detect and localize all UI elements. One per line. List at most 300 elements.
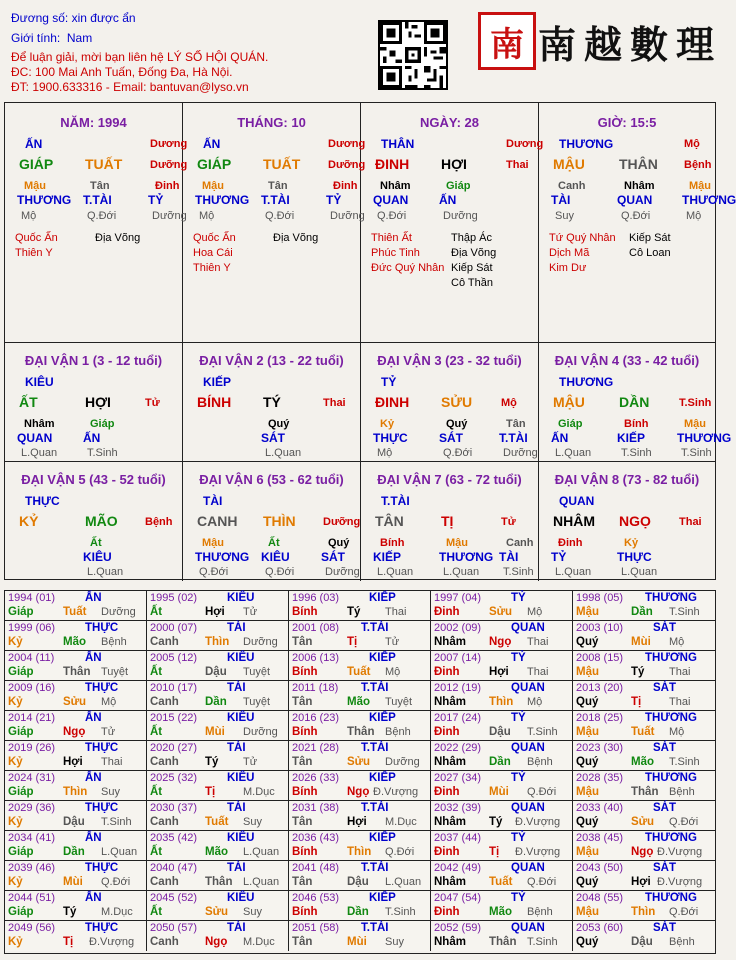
year-cell[interactable] xyxy=(289,861,431,891)
dai-van-cell[interactable] xyxy=(5,462,183,581)
year-state: Q.Đới xyxy=(527,786,557,798)
year-label: 2022 (29) xyxy=(434,742,482,754)
year-cell[interactable] xyxy=(431,771,573,801)
year-cell[interactable] xyxy=(431,741,573,771)
year-cell[interactable] xyxy=(147,591,289,621)
year-branch: Sửu xyxy=(347,756,371,768)
year-branch: Tị xyxy=(489,846,500,858)
hidden-state: T.Sinh xyxy=(87,447,118,459)
year-stem: Đinh xyxy=(434,666,460,678)
year-state: Đ.Vượng xyxy=(515,846,561,858)
year-branch: Tý xyxy=(63,906,77,918)
year-stem: Ất xyxy=(150,786,163,798)
year-ten-god: QUAN xyxy=(511,802,545,814)
year-state: Mộ xyxy=(669,726,685,738)
year-stem: Nhâm xyxy=(434,816,466,828)
hidden-ten-god: THƯƠNG xyxy=(677,431,732,445)
year-label: 2029 (36) xyxy=(8,802,56,814)
year-label: 2020 (27) xyxy=(150,742,198,754)
heavenly-stem: MẬU xyxy=(553,156,585,172)
hidden-state: T.Sinh xyxy=(681,447,712,459)
year-state: M.Dục xyxy=(101,906,133,918)
hidden-stem: Đinh xyxy=(155,180,180,192)
hidden-ten-god: THƯƠNG xyxy=(195,193,250,207)
year-ten-god: KIẾP xyxy=(369,832,396,844)
year-branch: Dậu xyxy=(631,936,653,948)
year-cell[interactable] xyxy=(573,831,715,861)
year-cell[interactable] xyxy=(5,801,147,831)
year-stem: Nhâm xyxy=(434,876,466,888)
year-cell[interactable] xyxy=(289,801,431,831)
year-ten-god: ẤN xyxy=(85,712,102,724)
year-cell[interactable] xyxy=(289,831,431,861)
year-stem: Mậu xyxy=(576,786,599,798)
year-cell[interactable] xyxy=(289,921,431,951)
year-cell[interactable] xyxy=(147,801,289,831)
year-label: 2025 (32) xyxy=(150,772,198,784)
dai-van-title: ĐẠI VẬN 8 (73 - 82 tuổi) xyxy=(554,472,700,487)
hidden-ten-god: T.TÀI xyxy=(83,193,112,207)
year-branch: Ngọ xyxy=(63,726,86,738)
year-label: 2004 (11) xyxy=(8,652,55,664)
pillar-cell xyxy=(539,103,736,343)
star-left: Tứ Quý Nhân xyxy=(549,232,616,244)
year-cell[interactable] xyxy=(573,801,715,831)
hidden-stem: Tân xyxy=(268,180,288,192)
dai-van-branch: HỢI xyxy=(85,394,111,410)
hidden-stem: Mậu xyxy=(689,180,711,192)
hidden-stem: Mậu xyxy=(202,180,224,192)
year-branch: Tuất xyxy=(631,726,655,738)
pillar-title: THÁNG: 10 xyxy=(237,115,306,130)
pillar-title: NĂM: 1994 xyxy=(60,115,127,130)
year-stem: Quý xyxy=(576,696,599,708)
year-cell[interactable] xyxy=(5,891,147,921)
year-label: 2028 (35) xyxy=(576,772,624,784)
year-ten-god: SÁT xyxy=(653,922,676,934)
hidden-state: L.Quan xyxy=(555,566,592,578)
year-stem: Quý xyxy=(576,636,599,648)
year-state: Tuyệt xyxy=(243,696,271,708)
year-ten-god: ẤN xyxy=(85,592,102,604)
year-state: Tử xyxy=(243,756,258,768)
year-state: Tuyệt xyxy=(385,696,413,708)
year-state: L.Quan xyxy=(385,876,422,888)
year-stem: Canh xyxy=(150,816,179,828)
year-label: 2031 (38) xyxy=(292,802,340,814)
year-label: 2009 (16) xyxy=(8,682,56,694)
year-cell[interactable] xyxy=(573,921,715,951)
year-label: 2007 (14) xyxy=(434,652,482,664)
hidden-ten-god: KIẾP xyxy=(617,431,646,445)
dai-van-cell[interactable] xyxy=(5,343,183,462)
year-cell[interactable] xyxy=(289,591,431,621)
year-branch: Hợi xyxy=(489,666,509,678)
phone-email[interactable]: ĐT: 1900.633316 - Email: bantuvan@lyso.vn xyxy=(11,80,249,94)
year-state: M.Dục xyxy=(243,786,275,798)
year-stem: Giáp xyxy=(8,726,34,738)
hidden-ten-god: ẤN xyxy=(439,193,457,207)
year-cell[interactable] xyxy=(5,621,147,651)
year-branch: Ngọ xyxy=(205,936,228,948)
hidden-state: Dưỡng xyxy=(325,566,360,578)
qr-code-icon[interactable] xyxy=(378,20,448,90)
year-label: 2033 (40) xyxy=(576,802,624,814)
year-branch: Hợi xyxy=(205,606,225,618)
year-state: Bệnh xyxy=(527,756,553,768)
year-cell[interactable] xyxy=(431,861,573,891)
dai-van-ten-god: THƯƠNG xyxy=(559,375,614,389)
year-cell[interactable] xyxy=(573,591,715,621)
year-label: 2036 (43) xyxy=(292,832,340,844)
year-ten-god: SÁT xyxy=(653,862,676,874)
year-branch: Ngọ xyxy=(631,846,654,858)
year-cell[interactable] xyxy=(573,771,715,801)
year-state: Dưỡng xyxy=(243,726,278,738)
dai-van-cell[interactable] xyxy=(361,343,539,462)
year-ten-god: TỶ xyxy=(511,652,526,664)
year-stem: Bính xyxy=(292,846,318,858)
dai-van-stem: TÂN xyxy=(375,513,404,529)
year-cell[interactable] xyxy=(5,711,147,741)
star-left: Phúc Tinh xyxy=(371,247,420,259)
year-ten-god: KIÊU xyxy=(227,712,255,724)
year-label: 2012 (19) xyxy=(434,682,482,694)
hidden-stem: Canh xyxy=(506,537,534,549)
year-ten-god: KIÊU xyxy=(227,652,255,664)
dai-van-title: ĐẠI VẬN 4 (33 - 42 tuổi) xyxy=(554,353,700,368)
year-ten-god: TỶ xyxy=(511,592,526,604)
year-ten-god: TỶ xyxy=(511,832,526,844)
hidden-stem: Mậu xyxy=(684,418,706,430)
hidden-ten-god: ẤN xyxy=(83,431,101,445)
year-label: 2026 (33) xyxy=(292,772,340,784)
year-cell[interactable] xyxy=(289,771,431,801)
dai-van-cell[interactable] xyxy=(539,462,715,581)
year-cell[interactable] xyxy=(431,921,573,951)
year-branch: Thân xyxy=(489,936,517,948)
year-label: 2010 (17) xyxy=(150,682,198,694)
heavenly-stem: ĐINH xyxy=(375,156,410,172)
year-ten-god: TỶ xyxy=(511,772,526,784)
year-stem: Mậu xyxy=(576,726,599,738)
branch-state: Bệnh xyxy=(684,159,712,171)
year-cell[interactable] xyxy=(5,651,147,681)
pillar-cell xyxy=(183,103,366,343)
hidden-stem: Mậu xyxy=(446,537,468,549)
hidden-ten-god: T.TÀI xyxy=(499,431,528,445)
year-branch: Thìn xyxy=(347,846,372,858)
year-state: Đ.Vượng xyxy=(89,936,135,948)
year-branch: Tý xyxy=(347,606,361,618)
year-branch: Thân xyxy=(347,726,375,738)
year-cell[interactable] xyxy=(289,681,431,711)
hidden-stem: Quý xyxy=(446,418,468,430)
year-cell[interactable] xyxy=(431,651,573,681)
year-cell[interactable] xyxy=(147,861,289,891)
hidden-ten-god: SÁT xyxy=(321,550,345,564)
year-state: Thai xyxy=(101,756,123,768)
year-stem: Đinh xyxy=(434,786,460,798)
hidden-state: Mộ xyxy=(199,210,215,222)
year-label: 2046 (53) xyxy=(292,892,340,904)
year-cell[interactable] xyxy=(5,741,147,771)
year-cell[interactable] xyxy=(431,681,573,711)
star-right: Địa Võng xyxy=(95,232,141,244)
year-cell[interactable] xyxy=(431,891,573,921)
dai-van-ten-god: KIÊU xyxy=(25,375,54,389)
year-cell[interactable] xyxy=(5,591,147,621)
year-cell[interactable] xyxy=(573,651,715,681)
year-ten-god: KIÊU xyxy=(227,892,255,904)
year-cell[interactable] xyxy=(147,741,289,771)
year-cell[interactable] xyxy=(573,861,715,891)
year-cell[interactable] xyxy=(5,831,147,861)
year-branch: Mão xyxy=(489,906,512,918)
hidden-ten-god: KIÊU xyxy=(261,550,290,564)
year-branch: Mùi xyxy=(347,936,367,948)
year-stem: Kỷ xyxy=(8,756,23,768)
year-branch: Thìn xyxy=(631,906,656,918)
year-branch: Dần xyxy=(205,696,227,708)
year-stem: Nhâm xyxy=(434,936,466,948)
pillar-cell xyxy=(5,103,188,343)
year-cell[interactable] xyxy=(431,621,573,651)
year-cell[interactable] xyxy=(5,861,147,891)
year-stem: Bính xyxy=(292,906,318,918)
dai-van-branch: THÌN xyxy=(263,513,296,529)
year-stem: Kỷ xyxy=(8,636,23,648)
year-stem: Bính xyxy=(292,786,318,798)
year-stem: Kỷ xyxy=(8,936,23,948)
year-branch: Hợi xyxy=(631,876,651,888)
year-branch: Thìn xyxy=(205,636,230,648)
year-state: Bệnh xyxy=(669,786,695,798)
year-cell[interactable] xyxy=(147,621,289,651)
year-label: 2048 (55) xyxy=(576,892,624,904)
hidden-ten-god: QUAN xyxy=(373,193,409,207)
year-branch: Tý xyxy=(489,816,503,828)
hidden-stem: Nhâm xyxy=(380,180,411,192)
dai-van-stem: MẬU xyxy=(553,394,585,410)
year-stem: Kỷ xyxy=(8,876,23,888)
year-branch: Thân xyxy=(63,666,91,678)
year-state: Đ.Vượng xyxy=(515,816,561,828)
dai-van-title: ĐẠI VẬN 2 (13 - 22 tuổi) xyxy=(199,353,344,368)
hidden-state: T.Sinh xyxy=(503,566,534,578)
year-label: 2001 (08) xyxy=(292,622,340,634)
year-cell[interactable] xyxy=(147,771,289,801)
year-cell[interactable] xyxy=(147,711,289,741)
gender-line xyxy=(11,30,92,46)
seal-glyph: 南 xyxy=(490,24,524,65)
star-right: Kiếp Sát xyxy=(629,232,671,244)
year-label: 2015 (22) xyxy=(150,712,198,724)
year-state: Đ.Vượng xyxy=(657,846,703,858)
year-state: Bệnh xyxy=(101,636,127,648)
year-ten-god: QUAN xyxy=(511,622,545,634)
year-cell[interactable] xyxy=(431,711,573,741)
stem-state: Mộ xyxy=(684,138,700,150)
year-label: 2039 (46) xyxy=(8,862,56,874)
year-cell[interactable] xyxy=(573,741,715,771)
year-stem: Giáp xyxy=(8,606,34,618)
year-stem: Canh xyxy=(150,756,179,768)
earthly-branch: TUẤT xyxy=(85,156,123,172)
year-ten-god: ẤN xyxy=(85,652,102,664)
year-state: Thai xyxy=(669,696,691,708)
hidden-stem: Đinh xyxy=(333,180,358,192)
dai-van-ten-god: T.TÀI xyxy=(381,494,410,508)
year-cell[interactable] xyxy=(147,651,289,681)
year-branch: Dần xyxy=(489,756,511,768)
year-cell[interactable] xyxy=(573,711,715,741)
year-ten-god: TÀI xyxy=(227,682,246,694)
year-state: L.Quan xyxy=(101,846,138,858)
year-stem: Kỷ xyxy=(8,696,23,708)
year-label: 2034 (41) xyxy=(8,832,56,844)
year-label: 2047 (54) xyxy=(434,892,482,904)
dai-van-cell[interactable] xyxy=(183,343,361,462)
year-label: 2016 (23) xyxy=(292,712,340,724)
year-state: Tuyệt xyxy=(101,666,129,678)
hidden-state: L.Quan xyxy=(443,566,480,578)
year-branch: Mùi xyxy=(205,726,225,738)
year-cell[interactable] xyxy=(573,891,715,921)
hidden-state: L.Quan xyxy=(87,566,124,578)
year-cell[interactable] xyxy=(147,831,289,861)
year-branch: Hợi xyxy=(63,756,83,768)
year-ten-god: THƯƠNG xyxy=(645,832,697,844)
year-cell[interactable] xyxy=(573,681,715,711)
year-branch: Thân xyxy=(205,876,233,888)
year-cell[interactable] xyxy=(5,681,147,711)
year-branch: Tị xyxy=(205,786,216,798)
year-stem: Mậu xyxy=(576,666,599,678)
year-branch: Dậu xyxy=(205,666,227,678)
year-cell[interactable] xyxy=(5,921,147,951)
ten-god-can: ẤN xyxy=(25,137,43,151)
year-state: T.Sinh xyxy=(669,756,700,768)
dai-van-ten-god: THỰC xyxy=(25,494,60,508)
year-state: Mộ xyxy=(385,666,401,678)
year-branch: Dần xyxy=(347,906,369,918)
year-state: Tử xyxy=(101,726,116,738)
year-state: Mộ xyxy=(669,636,685,648)
dai-van-cell[interactable] xyxy=(183,462,361,581)
year-branch: Mão xyxy=(631,756,654,768)
year-cell[interactable] xyxy=(431,831,573,861)
star-left: Thiên Ất xyxy=(371,232,412,244)
year-stem: Giáp xyxy=(8,786,34,798)
year-cell[interactable] xyxy=(289,621,431,651)
year-ten-god: KIẾP xyxy=(369,652,396,664)
year-branch: Sửu xyxy=(205,906,229,918)
hidden-stem: Nhâm xyxy=(24,418,55,430)
year-label: 2049 (56) xyxy=(8,922,56,934)
year-stem: Giáp xyxy=(8,666,34,678)
year-cell[interactable] xyxy=(573,621,715,651)
year-label: 2050 (57) xyxy=(150,922,198,934)
year-label: 1998 (05) xyxy=(576,592,624,604)
year-stem: Tân xyxy=(292,696,313,708)
year-cell[interactable] xyxy=(289,741,431,771)
year-stem: Mậu xyxy=(576,846,599,858)
year-stem: Canh xyxy=(150,876,179,888)
year-ten-god: SÁT xyxy=(653,622,676,634)
star-right: Cô Loan xyxy=(629,247,671,259)
year-stem: Quý xyxy=(576,876,599,888)
dai-van-branch: DẦN xyxy=(619,394,650,410)
year-ten-god: QUAN xyxy=(511,862,545,874)
hidden-state: Q.Đới xyxy=(443,447,473,459)
dai-van-cell[interactable] xyxy=(539,343,732,462)
hidden-state: Dưỡng xyxy=(330,210,365,222)
hidden-stem: Ất xyxy=(90,537,102,549)
year-stem: Đinh xyxy=(434,606,460,618)
year-cell[interactable] xyxy=(289,651,431,681)
year-cell[interactable] xyxy=(289,711,431,741)
year-ten-god: THƯƠNG xyxy=(645,712,697,724)
stem-state: Dương xyxy=(150,138,188,150)
year-ten-god: KIẾP xyxy=(369,892,396,904)
hidden-ten-god: KIÊU xyxy=(83,550,112,564)
dai-van-title: ĐẠI VẬN 5 (43 - 52 tuổi) xyxy=(21,472,166,487)
hidden-stem: Mậu xyxy=(202,537,224,549)
year-cell[interactable] xyxy=(147,681,289,711)
star-right: Cô Thần xyxy=(451,277,493,289)
dai-van-state: Thai xyxy=(323,397,346,409)
dai-van-stem: BÍNH xyxy=(197,394,232,410)
year-cell[interactable] xyxy=(431,591,573,621)
dai-van-cell[interactable] xyxy=(361,462,539,581)
star-left: Quốc Ấn xyxy=(15,232,58,244)
year-label: 1995 (02) xyxy=(150,592,198,604)
header xyxy=(0,0,723,100)
year-state: Thai xyxy=(527,666,549,678)
year-label: 2008 (15) xyxy=(576,652,624,664)
year-label: 2041 (48) xyxy=(292,862,340,874)
dai-van-title: ĐẠI VẬN 7 (63 - 72 tuổi) xyxy=(377,472,522,487)
year-ten-god: T.TÀI xyxy=(361,802,389,814)
year-state: Suy xyxy=(101,786,120,798)
dai-van-branch: TỊ xyxy=(441,513,454,529)
year-cell[interactable] xyxy=(5,771,147,801)
address: ĐC: 100 Mai Anh Tuấn, Đống Đa, Hà Nội. xyxy=(11,65,233,79)
year-branch: Mùi xyxy=(631,636,651,648)
year-state: Tử xyxy=(385,636,400,648)
dai-van-state: Bệnh xyxy=(145,516,173,528)
year-cell[interactable] xyxy=(289,891,431,921)
year-ten-god: THỰC xyxy=(85,862,119,874)
hidden-state: Mộ xyxy=(686,210,702,222)
bazi-chart-grid xyxy=(4,102,736,580)
year-cell[interactable] xyxy=(147,891,289,921)
hidden-ten-god: THƯƠNG xyxy=(17,193,72,207)
year-ten-god: KIẾP xyxy=(369,712,396,724)
year-ten-god: THỰC xyxy=(85,802,119,814)
year-stem: Bính xyxy=(292,726,318,738)
dai-van-state: Dưỡng xyxy=(323,516,361,528)
year-label: 2019 (26) xyxy=(8,742,56,754)
year-cell[interactable] xyxy=(147,921,289,951)
year-label: 2021 (28) xyxy=(292,742,340,754)
year-state: M.Dục xyxy=(385,816,417,828)
year-stem: Nhâm xyxy=(434,756,466,768)
year-cell[interactable] xyxy=(431,801,573,831)
hidden-state: Dưỡng xyxy=(152,210,187,222)
dai-van-ten-god: TÀI xyxy=(203,494,223,508)
